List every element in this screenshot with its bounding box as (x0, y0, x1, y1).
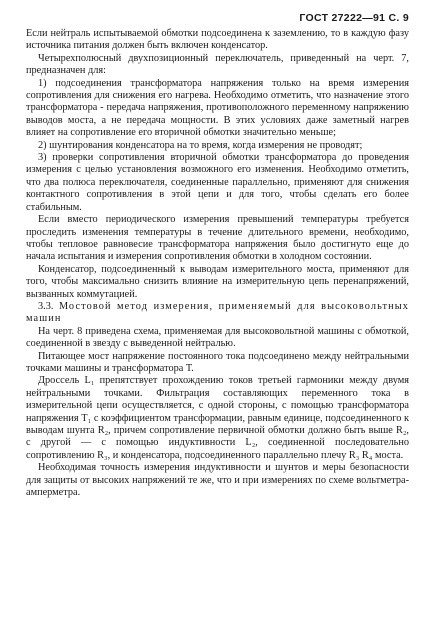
section-number: 3.3. (38, 300, 54, 312)
page-number: С. 9 (388, 12, 409, 24)
paragraph: Конденсатор, подсоединенный к выводам измерительного моста, применяют для того, чтобы максимально снизить влияние на измерительную цепь перенапряжений, вызванных коммутацией. (26, 263, 409, 300)
list-item: 3) проверки сопротивления вторичной обмотки трансформатора до проведения измерения с целью установления возможного его изменения. Необходимо отметить, что два полюса переключателя, соединенные параллельно, применяют для снижения контактного сопротивления в этой цепи и для того, чтобы сделать его более стабильным. (26, 152, 409, 213)
paragraph: Если нейтраль испытываемой обмотки подсоединена к заземлению, то в каждую фазу источника питания должен быть включен конденсатор. (26, 28, 409, 52)
paragraph: Дроссель L₁ препятствует прохождению токов третьей гармоники между двумя нейтральными точками. Фильтрация составляющих переменного тока в измерительной цепи осуществляется, с одной стороны, с помощью трансформатора напряжения T₁ с коэффициентом трансформации, равным единице, подсоединенного к выводам шунта R₂, причем сопротивление первичной обмотки должно быть выше R₂, с другой — с помощью индуктивности L₂, соединенной последовательно сопротивлению R₃, и конденсатора, подсоединенного параллельно плечу R₃ R₄ моста. (26, 375, 409, 461)
section-title-text: Мостовой метод измерения, применяемый для высоковольтных машин (26, 300, 409, 325)
section-heading (26, 301, 409, 326)
list-item: 2) шунтирования конденсатора на то время, когда измерения не проводят; (38, 139, 363, 151)
paragraph: На черт. 8 приведена схема, применяемая для высоковольтной машины с обмоткой, соединенной в звезду с выведенной нейтралью. (26, 325, 409, 350)
paragraph: Четырехполюсный двухпозиционный переключатель, приведенный на черт. 7, предназначен для: (26, 52, 409, 77)
paragraph: Необходимая точность измерения индуктивности и шунтов и меры безопасности для защиты от высоких напряжений те же, что и при измерениях по схеме вольтметра-амперметра. (26, 462, 409, 499)
paragraph: Если вместо периодического измерения превышений температуры требуется проследить изменения температуры в течение длительного времени, необходимо, чтобы тепловое равновесие трансформатора напряжения было достигнуто еще до начала испытания и измерения сопротивления обмотки в холодном состоянии. (26, 214, 409, 263)
standard-number: ГОСТ 27222—91 (299, 12, 386, 24)
document-body (26, 28, 409, 499)
page-header (26, 12, 409, 26)
list-item: 1) подсоединения трансформатора напряжения только на время измерения сопротивления для снижения его нагрева. Необходимо отметить, что назначение этого трансформатора - передача напряжения, противоположного переменному напряжению выводов моста, а не передача мощности. В этих условиях даже заметный нагрев влияет на сопротивление его вторичной обмотки значительно меньше; (26, 77, 409, 139)
paragraph: Питающее мост напряжение постоянного тока подсоединено между нейтральными точками машины и трансформатора Т. (26, 350, 409, 374)
